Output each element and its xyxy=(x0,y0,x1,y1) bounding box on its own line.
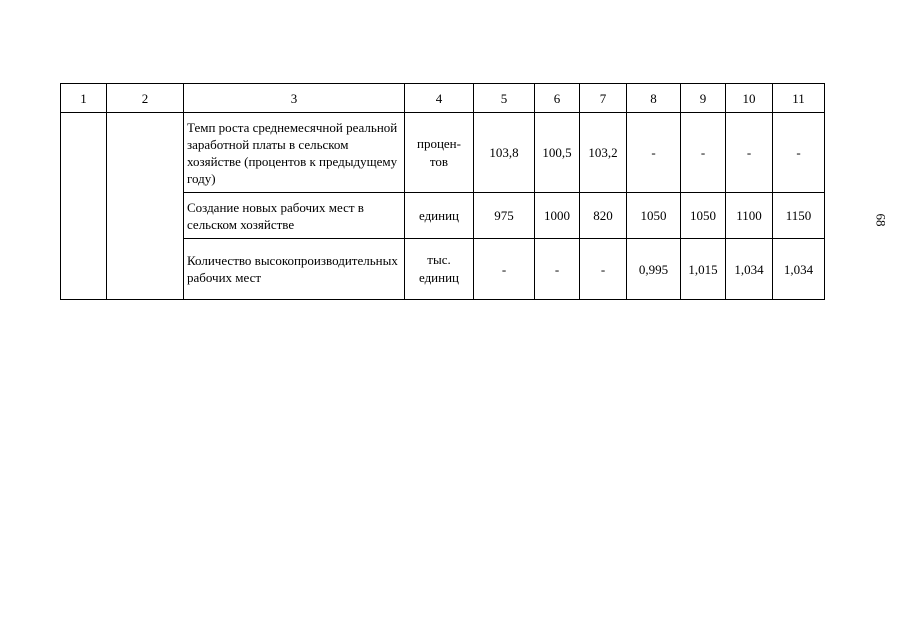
value-cell: - xyxy=(580,239,627,300)
value-cell: 820 xyxy=(580,193,627,239)
indicator-name-cell: Темп роста среднемесячной реальной заработной платы в сельском хозяйстве (процентов к предыдущему году) xyxy=(184,113,405,193)
table-row xyxy=(61,113,825,193)
header-cell: 4 xyxy=(405,84,474,113)
value-cell: 1050 xyxy=(627,193,681,239)
header-cell: 2 xyxy=(107,84,184,113)
value-cell: 1100 xyxy=(726,193,773,239)
indicator-name-cell: Создание новых рабочих мест в сельском хозяйстве xyxy=(184,193,405,239)
value-cell: - xyxy=(726,113,773,193)
value-cell: - xyxy=(627,113,681,193)
unit-cell: процен-тов xyxy=(405,113,474,193)
indicator-name-cell: Количество высокопроизводительных рабочих мест xyxy=(184,239,405,300)
value-cell: 1050 xyxy=(681,193,726,239)
value-cell: 975 xyxy=(474,193,535,239)
merged-empty-cell xyxy=(107,113,184,300)
header-cell: 8 xyxy=(627,84,681,113)
value-cell: 103,2 xyxy=(580,113,627,193)
value-cell: 1,034 xyxy=(773,239,825,300)
unit-cell: единиц xyxy=(405,193,474,239)
value-cell: - xyxy=(474,239,535,300)
value-cell: 100,5 xyxy=(535,113,580,193)
page-number: 68 xyxy=(873,213,889,227)
value-cell: 103,8 xyxy=(474,113,535,193)
header-cell: 1 xyxy=(61,84,107,113)
header-cell: 5 xyxy=(474,84,535,113)
header-cell: 7 xyxy=(580,84,627,113)
value-cell: - xyxy=(773,113,825,193)
header-cell: 11 xyxy=(773,84,825,113)
value-cell: - xyxy=(535,239,580,300)
indicators-table xyxy=(60,83,825,300)
value-cell: 1150 xyxy=(773,193,825,239)
value-cell: 0,995 xyxy=(627,239,681,300)
header-cell: 10 xyxy=(726,84,773,113)
merged-empty-cell xyxy=(61,113,107,300)
header-cell: 9 xyxy=(681,84,726,113)
value-cell: 1000 xyxy=(535,193,580,239)
value-cell: 1,015 xyxy=(681,239,726,300)
table-header-row xyxy=(61,84,825,113)
value-cell: 1,034 xyxy=(726,239,773,300)
header-cell: 3 xyxy=(184,84,405,113)
unit-cell: тыс. единиц xyxy=(405,239,474,300)
header-cell: 6 xyxy=(535,84,580,113)
value-cell: - xyxy=(681,113,726,193)
